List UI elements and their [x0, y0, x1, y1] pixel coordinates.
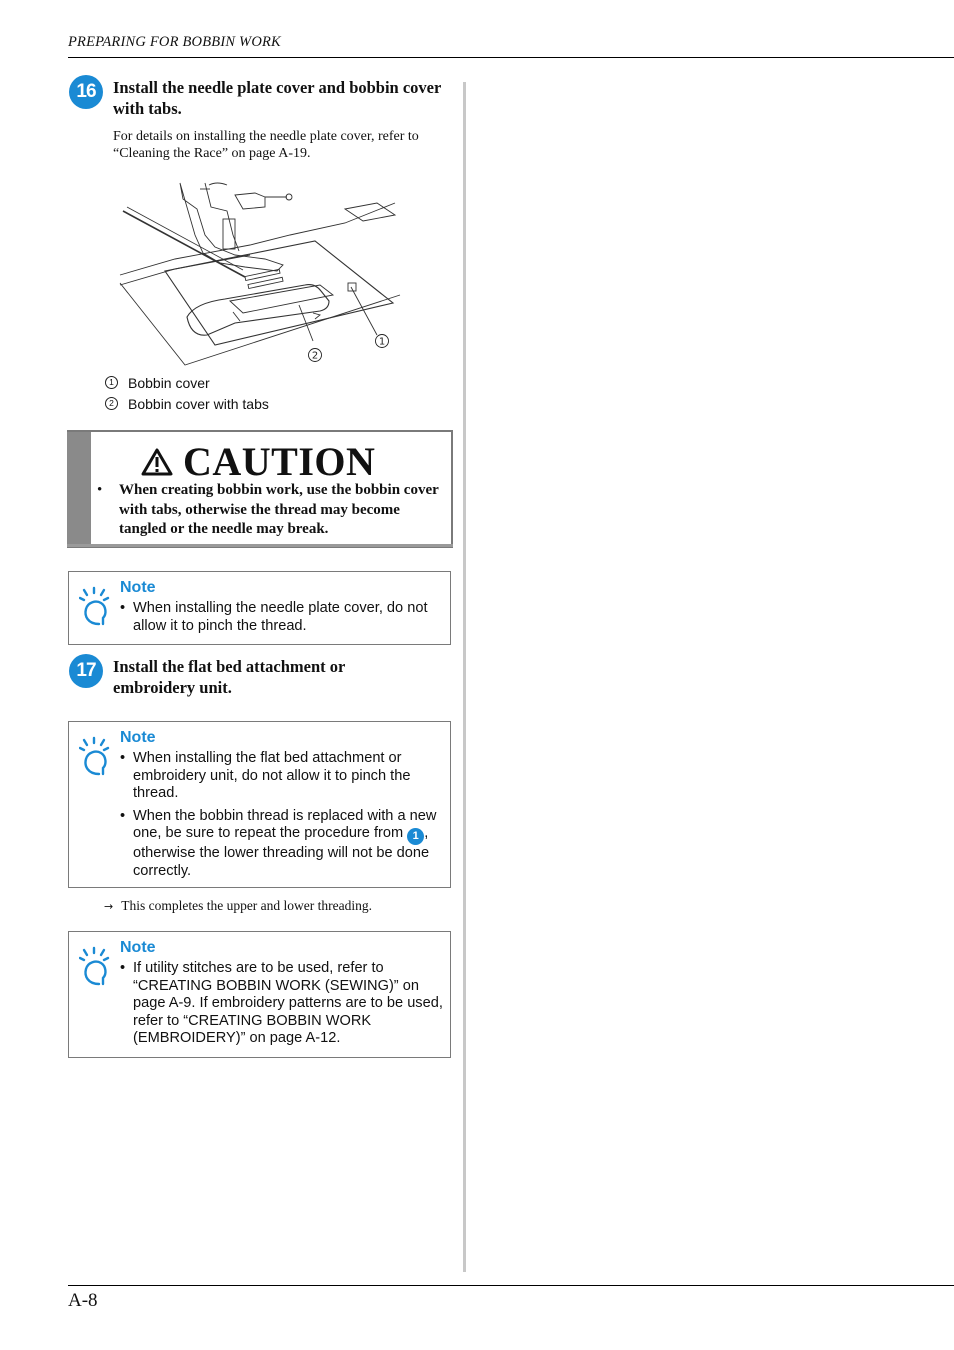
note-box-1 [68, 571, 451, 645]
legend-number: 2 [105, 397, 118, 410]
callout-2: 2 [311, 350, 319, 362]
note-box-3 [68, 931, 451, 1058]
note-item: • If utility stitches are to be used, refer to “CREATING BOBBIN WORK (SEWING)” on page A-9. If embroidery patterns are to be used, refer to “CREATING BOBBIN WORK (EMBROIDERY)” on page A-12. [120, 960, 443, 1046]
step-1-reference-badge: 1 [407, 828, 424, 845]
lightbulb-icon [79, 946, 113, 986]
note-item: • When the bobbin thread is replaced with a new one, be sure to repeat the procedure from 1 , otherwise the lower threading will not be done correctly. [120, 808, 444, 881]
legend-item [105, 393, 269, 414]
page-number: A-8 [68, 1290, 98, 1311]
step-17-title: Install the flat bed attachment or embroidery unit. [113, 657, 346, 697]
legend-text: Bobbin cover [128, 374, 210, 391]
note-box-2 [68, 721, 451, 888]
column-divider [463, 82, 466, 1272]
note-text: When the bobbin thread is replaced with a new one, be sure to repeat the procedure from 1 , otherwise the lower threading will not be done correctly. [133, 807, 437, 879]
legend-item [105, 372, 269, 393]
lightbulb-icon [79, 736, 113, 776]
caution-title: CAUTION [183, 439, 376, 484]
note-label: Note [120, 579, 156, 596]
note-text: If utility stitches are to be used, refer to “CREATING BOBBIN WORK (SEWING)” on page A-9. If embroidery patterns are to be used, refer to “CREATING BOBBIN WORK (EMBROIDERY)” on page A-12. [133, 960, 443, 1046]
note-items [120, 750, 444, 885]
arrow-right-icon: → [104, 900, 114, 913]
step-17-badge: 17 [69, 654, 103, 688]
caution-box [67, 430, 453, 548]
note-label: Note [120, 939, 156, 956]
result-line [104, 898, 372, 914]
note-items [120, 960, 444, 1053]
note-text: When installing the flat bed attachment or embroidery unit, do not allow it to pinch the thread. [133, 750, 411, 801]
lightbulb-icon [79, 586, 113, 626]
note-label: Note [120, 729, 156, 746]
needle-plate-illustration [115, 175, 405, 370]
caution-text: When creating bobbin work, use the bobbin cover with tabs, otherwise the thread may become tangled or the needle may break. [119, 482, 439, 537]
warning-triangle-icon [141, 448, 173, 476]
note-item: • When installing the needle plate cover, do not allow it to pinch the thread. [120, 600, 444, 635]
callout-1: 1 [378, 336, 386, 348]
legend-number: 1 [105, 376, 118, 389]
step-16-detail: For details on installing the needle plate cover, refer to “Cleaning the Race” on page A-19. [113, 129, 419, 161]
note-items [120, 600, 444, 640]
result-text: This completes the upper and lower threading. [121, 898, 373, 913]
note-item: • When installing the flat bed attachment or embroidery unit, do not allow it to pinch the thread. [120, 750, 444, 803]
footer-rule [68, 1285, 954, 1286]
step-16-badge: 16 [69, 75, 103, 109]
caution-heading [141, 438, 375, 485]
caution-side-bar [67, 432, 91, 546]
caution-item [97, 481, 442, 540]
caution-bottom-rule [67, 544, 453, 547]
running-header: PREPARING FOR BOBBIN WORK [68, 34, 281, 50]
note-text: When installing the needle plate cover, do not allow it to pinch the thread. [133, 600, 428, 634]
step-16-title: Install the needle plate cover and bobbin cover with tabs. [113, 78, 442, 118]
illustration-legend [105, 372, 269, 414]
header-rule [68, 57, 954, 58]
caution-bullet: • [97, 482, 103, 498]
legend-text: Bobbin cover with tabs [128, 395, 269, 412]
